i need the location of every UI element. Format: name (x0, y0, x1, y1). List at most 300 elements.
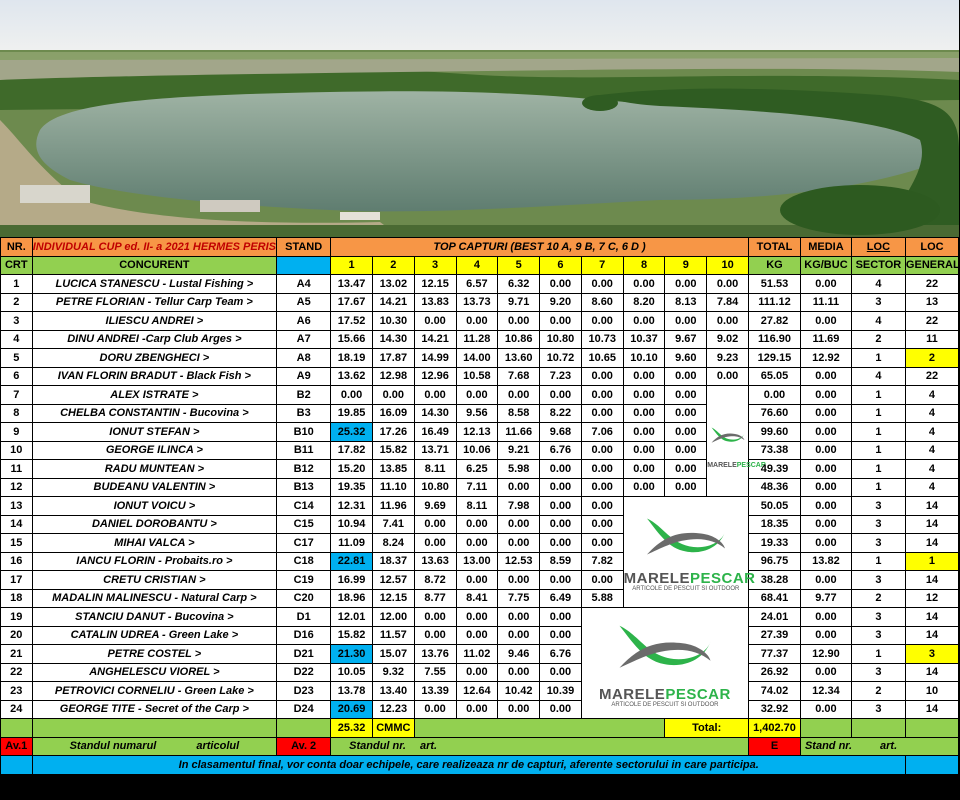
row-total-kg: 129.15 (749, 349, 801, 368)
legend-standul2-text: Standul nr. (349, 740, 406, 753)
row-competitor: IONUT VOICU > (32, 497, 277, 516)
row-media: 0.00 (800, 571, 851, 590)
table-row (1, 645, 959, 664)
row-competitor: PETRE FLORIAN - Tellur Carp Team > (32, 293, 277, 312)
catch-5: 0.00 (498, 312, 540, 331)
summary-row (1, 719, 959, 738)
row-nr: 17 (1, 571, 33, 590)
catch-4: 6.25 (456, 460, 498, 479)
competition-title: INDIVIDUAL CUP ed. II- a 2021 HERMES PERIS (32, 238, 277, 257)
catch-5: 7.75 (498, 589, 540, 608)
catch-8: 0.00 (623, 367, 665, 386)
summary-blank-1 (1, 719, 33, 738)
logo-block-c (623, 497, 756, 608)
row-nr: 8 (1, 404, 33, 423)
row-media: 12.34 (800, 682, 851, 701)
header-col-9: 9 (665, 256, 707, 275)
catch-3: 14.99 (414, 349, 456, 368)
logo-block-b (707, 386, 766, 497)
row-total-kg: 19.33 (749, 534, 801, 553)
brand-marele: MARELE (623, 570, 690, 587)
catch-3: 0.00 (414, 700, 456, 719)
row-nr: 6 (1, 367, 33, 386)
catch-6: 10.72 (540, 349, 582, 368)
header-concurent: CONCURENT (32, 256, 277, 275)
row-stand: D24 (277, 700, 331, 719)
catch-4: 12.64 (456, 682, 498, 701)
catch-9: 0.00 (665, 367, 707, 386)
row-media: 0.00 (800, 608, 851, 627)
catch-1: 13.47 (331, 275, 373, 294)
row-media: 0.00 (800, 497, 851, 516)
catch-1: 15.20 (331, 460, 373, 479)
row-loc-general: 3 (905, 645, 958, 664)
catch-3: 12.96 (414, 367, 456, 386)
header-col-10: 10 (707, 256, 749, 275)
catch-4: 8.11 (456, 497, 498, 516)
catch-2: 13.85 (372, 460, 414, 479)
row-loc-general: 14 (905, 571, 958, 590)
catch-4: 10.58 (456, 367, 498, 386)
row-loc-sector: 1 (851, 386, 905, 405)
summary-blank-3 (277, 719, 331, 738)
row-total-kg: 24.01 (749, 608, 801, 627)
catch-6: 9.68 (540, 423, 582, 442)
catch-6: 0.00 (540, 478, 582, 497)
catch-7: 0.00 (581, 404, 623, 423)
row-nr: 24 (1, 700, 33, 719)
catch-9: 0.00 (665, 312, 707, 331)
legend-art2-text: art. (880, 740, 898, 753)
header-loc-general: LOC (905, 238, 958, 257)
row-loc-general: 13 (905, 293, 958, 312)
catch-3: 16.49 (414, 423, 456, 442)
table-row (1, 589, 959, 608)
row-media: 9.77 (800, 589, 851, 608)
header-col-1: 1 (331, 256, 373, 275)
catch-1: 10.05 (331, 663, 373, 682)
catch-6: 0.00 (540, 663, 582, 682)
catch-9: 0.00 (665, 386, 707, 405)
header-col-3: 3 (414, 256, 456, 275)
catch-2: 12.57 (372, 571, 414, 590)
summary-total-label: Total: (665, 719, 749, 738)
row-competitor: DORU ZBENGHECI > (32, 349, 277, 368)
catch-4: 0.00 (456, 312, 498, 331)
catch-7: 0.00 (581, 367, 623, 386)
summary-blank-2 (32, 719, 277, 738)
row-nr: 7 (1, 386, 33, 405)
row-media: 0.00 (800, 441, 851, 460)
catch-4: 11.28 (456, 330, 498, 349)
catch-4: 0.00 (456, 626, 498, 645)
row-nr: 11 (1, 460, 33, 479)
catch-9: 0.00 (665, 478, 707, 497)
row-nr: 22 (1, 663, 33, 682)
row-loc-sector: 1 (851, 404, 905, 423)
catch-8: 0.00 (623, 404, 665, 423)
row-media: 0.00 (800, 404, 851, 423)
catch-1: 16.99 (331, 571, 373, 590)
row-media: 0.00 (800, 423, 851, 442)
catch-6: 7.23 (540, 367, 582, 386)
catch-7: 0.00 (581, 478, 623, 497)
catch-6: 0.00 (540, 700, 582, 719)
catch-10: 0.00 (707, 275, 749, 294)
catch-10: 7.84 (707, 293, 749, 312)
legend-e: E (749, 737, 801, 756)
row-loc-sector: 1 (851, 460, 905, 479)
row-competitor: ANGHELESCU VIOREL > (32, 663, 277, 682)
row-loc-sector: 2 (851, 682, 905, 701)
catch-6: 0.00 (540, 515, 582, 534)
summary-blank-5 (851, 719, 905, 738)
header-col-8: 8 (623, 256, 665, 275)
table-row (1, 312, 959, 331)
catch-10: 0.00 (707, 367, 749, 386)
catch-9: 0.00 (665, 404, 707, 423)
catch-4: 13.00 (456, 552, 498, 571)
row-competitor: IONUT STEFAN > (32, 423, 277, 442)
legend-standul-3 (800, 737, 958, 756)
header-top-captures: TOP CAPTURI (BEST 10 A, 9 B, 7 C, 6 D ) (331, 238, 749, 257)
row-nr: 14 (1, 515, 33, 534)
table-row (1, 441, 959, 460)
catch-3: 13.63 (414, 552, 456, 571)
logo-block-d (581, 608, 748, 719)
catch-1: 0.00 (331, 386, 373, 405)
row-stand: C15 (277, 515, 331, 534)
row-total-kg: 96.75 (749, 552, 801, 571)
catch-5: 13.60 (498, 349, 540, 368)
row-media: 12.92 (800, 349, 851, 368)
row-nr: 9 (1, 423, 33, 442)
row-media: 12.90 (800, 645, 851, 664)
row-loc-general: 4 (905, 478, 958, 497)
catch-5: 12.53 (498, 552, 540, 571)
row-total-kg: 27.82 (749, 312, 801, 331)
catch-3: 14.21 (414, 330, 456, 349)
catch-7: 7.06 (581, 423, 623, 442)
row-loc-general: 22 (905, 275, 958, 294)
catch-3: 8.77 (414, 589, 456, 608)
header-col-4: 4 (456, 256, 498, 275)
catch-2: 0.00 (372, 386, 414, 405)
catch-5: 9.46 (498, 645, 540, 664)
catch-7: 10.65 (581, 349, 623, 368)
catch-6: 0.00 (540, 534, 582, 553)
catch-7: 0.00 (581, 275, 623, 294)
catch-5: 10.86 (498, 330, 540, 349)
catch-2: 12.00 (372, 608, 414, 627)
row-total-kg: 38.28 (749, 571, 801, 590)
catch-4: 0.00 (456, 608, 498, 627)
header-col-6: 6 (540, 256, 582, 275)
table-row (1, 275, 959, 294)
row-stand: A9 (277, 367, 331, 386)
row-media: 0.00 (800, 478, 851, 497)
header-loc-sector: LOC (851, 238, 905, 257)
row-competitor: PETRE COSTEL > (32, 645, 277, 664)
catch-1: 13.62 (331, 367, 373, 386)
row-loc-general: 4 (905, 423, 958, 442)
row-nr: 19 (1, 608, 33, 627)
row-competitor: LUCICA STANESCU - Lustal Fishing > (32, 275, 277, 294)
catch-6: 10.80 (540, 330, 582, 349)
row-stand: B13 (277, 478, 331, 497)
row-competitor: CRETU CRISTIAN > (32, 571, 277, 590)
catch-7: 0.00 (581, 497, 623, 516)
catch-5: 9.21 (498, 441, 540, 460)
footnote-blank-right (905, 756, 958, 775)
row-stand: C14 (277, 497, 331, 516)
catch-3: 0.00 (414, 386, 456, 405)
catch-3: 13.83 (414, 293, 456, 312)
catch-1: 12.31 (331, 497, 373, 516)
row-media: 0.00 (800, 626, 851, 645)
row-stand: B2 (277, 386, 331, 405)
catch-1: 19.35 (331, 478, 373, 497)
row-media: 0.00 (800, 534, 851, 553)
row-total-kg: 48.36 (749, 478, 801, 497)
row-loc-sector: 4 (851, 312, 905, 331)
header-kg: KG (749, 256, 801, 275)
row-loc-sector: 2 (851, 330, 905, 349)
logo-block-c-brand (623, 570, 756, 587)
catch-3: 8.72 (414, 571, 456, 590)
catch-5: 8.58 (498, 404, 540, 423)
row-total-kg: 0.00 (749, 386, 801, 405)
catch-2: 13.40 (372, 682, 414, 701)
catch-2: 13.02 (372, 275, 414, 294)
results-table (0, 237, 959, 775)
logo-block-b-text (707, 462, 766, 470)
row-total-kg: 116.90 (749, 330, 801, 349)
catch-7: 10.73 (581, 330, 623, 349)
row-nr: 5 (1, 349, 33, 368)
table-row (1, 534, 959, 553)
catch-4: 0.00 (456, 534, 498, 553)
header-col-2: 2 (372, 256, 414, 275)
catch-3: 14.30 (414, 404, 456, 423)
catch-6: 10.39 (540, 682, 582, 701)
legend-standul3-text: Stand nr. (804, 740, 853, 753)
row-total-kg: 27.39 (749, 626, 801, 645)
catch-4: 12.13 (456, 423, 498, 442)
catch-5: 0.00 (498, 534, 540, 553)
catch-1: 19.85 (331, 404, 373, 423)
footnote-row (1, 756, 959, 775)
catch-3: 0.00 (414, 312, 456, 331)
catch-8: 0.00 (623, 460, 665, 479)
table-row (1, 552, 959, 571)
catch-5: 10.42 (498, 682, 540, 701)
row-loc-general: 4 (905, 404, 958, 423)
catch-6: 0.00 (540, 608, 582, 627)
row-media: 13.82 (800, 552, 851, 571)
row-loc-general: 2 (905, 349, 958, 368)
row-stand: C20 (277, 589, 331, 608)
catch-1: 15.66 (331, 330, 373, 349)
row-total-kg: 18.35 (749, 515, 801, 534)
table-row (1, 460, 959, 479)
header-crt: CRT (1, 256, 33, 275)
row-total-kg: 50.05 (749, 497, 801, 516)
catch-6: 0.00 (540, 571, 582, 590)
catch-7: 5.88 (581, 589, 623, 608)
header-row-2 (1, 256, 959, 275)
row-stand: B3 (277, 404, 331, 423)
table-row (1, 478, 959, 497)
catch-4: 0.00 (456, 663, 498, 682)
row-competitor: DANIEL DOROBANTU > (32, 515, 277, 534)
row-nr: 4 (1, 330, 33, 349)
catch-8: 0.00 (623, 312, 665, 331)
catch-5: 0.00 (498, 478, 540, 497)
row-nr: 13 (1, 497, 33, 516)
row-total-kg: 74.02 (749, 682, 801, 701)
catch-2: 15.07 (372, 645, 414, 664)
row-media: 0.00 (800, 367, 851, 386)
header-media: MEDIA (800, 238, 851, 257)
row-loc-sector: 1 (851, 441, 905, 460)
row-competitor: RADU MUNTEAN > (32, 460, 277, 479)
catch-3: 13.71 (414, 441, 456, 460)
row-loc-general: 14 (905, 663, 958, 682)
catch-2: 17.26 (372, 423, 414, 442)
row-loc-general: 14 (905, 700, 958, 719)
row-loc-general: 1 (905, 552, 958, 571)
row-competitor: STANCIU DANUT - Bucovina > (32, 608, 277, 627)
row-stand: B11 (277, 441, 331, 460)
catch-1: 11.09 (331, 534, 373, 553)
catch-5: 0.00 (498, 663, 540, 682)
catch-1: 17.67 (331, 293, 373, 312)
catch-3: 0.00 (414, 608, 456, 627)
catch-7: 0.00 (581, 441, 623, 460)
row-stand: D21 (277, 645, 331, 664)
lake-photo (0, 0, 959, 237)
brand-tagline: ARTICOLE DE PESCUIT SI OUTDOOR (611, 702, 719, 708)
catch-7: 7.82 (581, 552, 623, 571)
catch-3: 13.76 (414, 645, 456, 664)
row-competitor: DINU ANDREI -Carp Club Arges > (32, 330, 277, 349)
legend-standul-1 (32, 737, 277, 756)
catch-2: 9.32 (372, 663, 414, 682)
row-competitor: MIHAI VALCA > (32, 534, 277, 553)
footnote-text: In clasamentul final, vor conta doar echipele, care realizeaza nr de capturi, aferente sectorului in care participa. (32, 756, 905, 775)
catch-6: 0.00 (540, 275, 582, 294)
row-total-kg: 99.60 (749, 423, 801, 442)
catch-8: 0.00 (623, 386, 665, 405)
catch-1: 13.78 (331, 682, 373, 701)
catch-6: 0.00 (540, 460, 582, 479)
row-total-kg: 111.12 (749, 293, 801, 312)
header-sector: SECTOR (851, 256, 905, 275)
row-nr: 2 (1, 293, 33, 312)
table-row (1, 423, 959, 442)
row-media: 0.00 (800, 312, 851, 331)
legend-art1-text: art. (420, 740, 438, 753)
row-loc-sector: 3 (851, 700, 905, 719)
catch-3: 13.39 (414, 682, 456, 701)
row-loc-general: 14 (905, 626, 958, 645)
row-loc-general: 10 (905, 682, 958, 701)
catch-8: 0.00 (623, 275, 665, 294)
row-loc-general: 11 (905, 330, 958, 349)
catch-9: 0.00 (665, 441, 707, 460)
summary-blank-4 (800, 719, 851, 738)
row-loc-sector: 1 (851, 349, 905, 368)
catch-9: 9.60 (665, 349, 707, 368)
catch-5: 0.00 (498, 700, 540, 719)
table-row (1, 608, 959, 627)
row-nr: 23 (1, 682, 33, 701)
row-stand: D22 (277, 663, 331, 682)
catch-3: 0.00 (414, 626, 456, 645)
row-competitor: ILIESCU ANDREI > (32, 312, 277, 331)
row-competitor: IANCU FLORIN - Probaits.ro > (32, 552, 277, 571)
catch-6: 6.76 (540, 441, 582, 460)
row-loc-general: 14 (905, 608, 958, 627)
row-media: 0.00 (800, 663, 851, 682)
catch-9: 9.67 (665, 330, 707, 349)
row-media: 0.00 (800, 515, 851, 534)
catch-9: 0.00 (665, 423, 707, 442)
summary-total-value: 1,402.70 (749, 719, 801, 738)
row-loc-sector: 3 (851, 497, 905, 516)
header-row-1 (1, 238, 959, 257)
row-stand: D1 (277, 608, 331, 627)
row-media: 11.11 (800, 293, 851, 312)
row-loc-sector: 4 (851, 367, 905, 386)
summary-cmmc: CMMC (372, 719, 414, 738)
catch-2: 10.30 (372, 312, 414, 331)
row-loc-general: 12 (905, 589, 958, 608)
header-total: TOTAL (749, 238, 801, 257)
row-competitor: PETROVICI CORNELIU - Green Lake > (32, 682, 277, 701)
row-nr: 21 (1, 645, 33, 664)
catch-1: 17.52 (331, 312, 373, 331)
catch-5: 6.32 (498, 275, 540, 294)
row-stand: A8 (277, 349, 331, 368)
catch-4: 0.00 (456, 571, 498, 590)
row-competitor: CATALIN UDREA - Green Lake > (32, 626, 277, 645)
row-media: 0.00 (800, 700, 851, 719)
catch-7: 8.60 (581, 293, 623, 312)
catch-7: 0.00 (581, 515, 623, 534)
catch-6: 9.20 (540, 293, 582, 312)
marele-pescar-fish-icon (610, 617, 720, 687)
row-loc-sector: 4 (851, 275, 905, 294)
row-loc-sector: 2 (851, 589, 905, 608)
catch-2: 11.10 (372, 478, 414, 497)
row-stand: B10 (277, 423, 331, 442)
table-row (1, 330, 959, 349)
row-loc-general: 14 (905, 534, 958, 553)
table-row (1, 626, 959, 645)
row-loc-sector: 3 (851, 293, 905, 312)
brand-pescar: PESCAR (665, 686, 731, 703)
catch-9: 0.00 (665, 275, 707, 294)
row-total-kg: 68.41 (749, 589, 801, 608)
row-media: 0.00 (800, 386, 851, 405)
header-nr: NR. (1, 238, 33, 257)
header-col-5: 5 (498, 256, 540, 275)
catch-7: 0.00 (581, 571, 623, 590)
catch-4: 13.73 (456, 293, 498, 312)
catch-3: 0.00 (414, 515, 456, 534)
